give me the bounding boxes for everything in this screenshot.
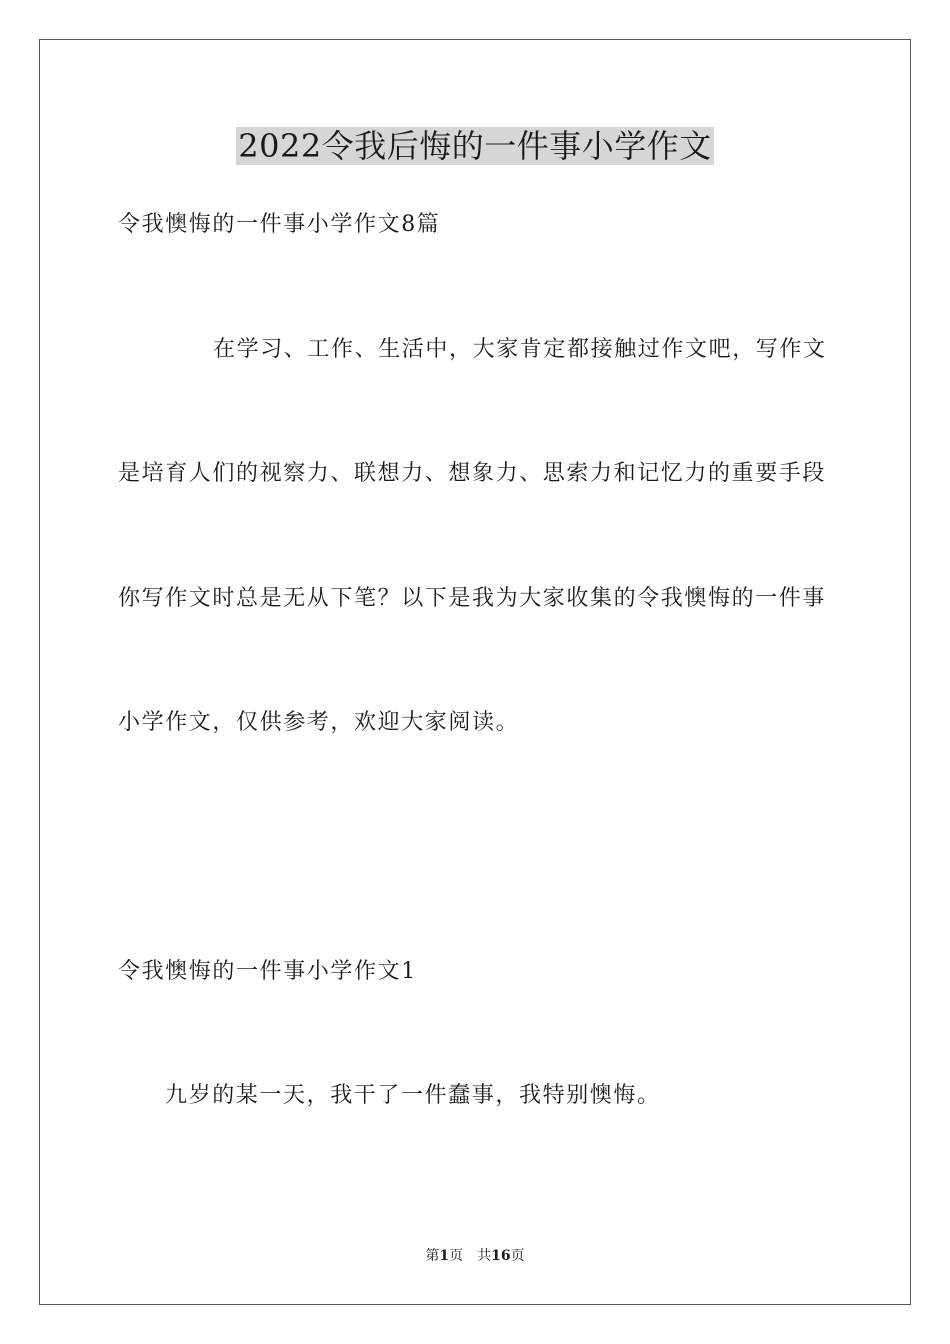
page-footer (0, 1246, 950, 1266)
document-subtitle: 令我懊悔的一件事小学作文8篇 (118, 212, 441, 237)
footer-page-prefix: 第 (425, 1248, 440, 1264)
intro-line-4: 小学作文，仅供参考，欢迎大家阅读。 (118, 710, 520, 735)
footer-page-total: 16 (491, 1248, 511, 1264)
document-title-text: 2022令我后悔的一件事小学作文 (238, 127, 712, 165)
intro-line-1: 在学习、工作、生活中，大家肯定都接触过作文吧，写作文 (213, 337, 827, 362)
section-heading: 令我懊悔的一件事小学作文1 (118, 959, 417, 984)
intro-line-3: 你写作文时总是无从下笔？以下是我为大家收集的令我懊悔的一件事 (118, 586, 827, 611)
section-first-line: 九岁的某一天，我干了一件蠢事，我特别懊悔。 (165, 1083, 661, 1108)
intro-line-2: 是培育人们的视察力、联想力、想象力、思索力和记忆力的重要手段 (118, 461, 827, 486)
document-title (0, 124, 950, 168)
footer-page-current: 1 (439, 1248, 450, 1264)
footer-page-suffix: 页 (510, 1248, 525, 1264)
footer-page-mid: 页 共 (449, 1248, 492, 1264)
